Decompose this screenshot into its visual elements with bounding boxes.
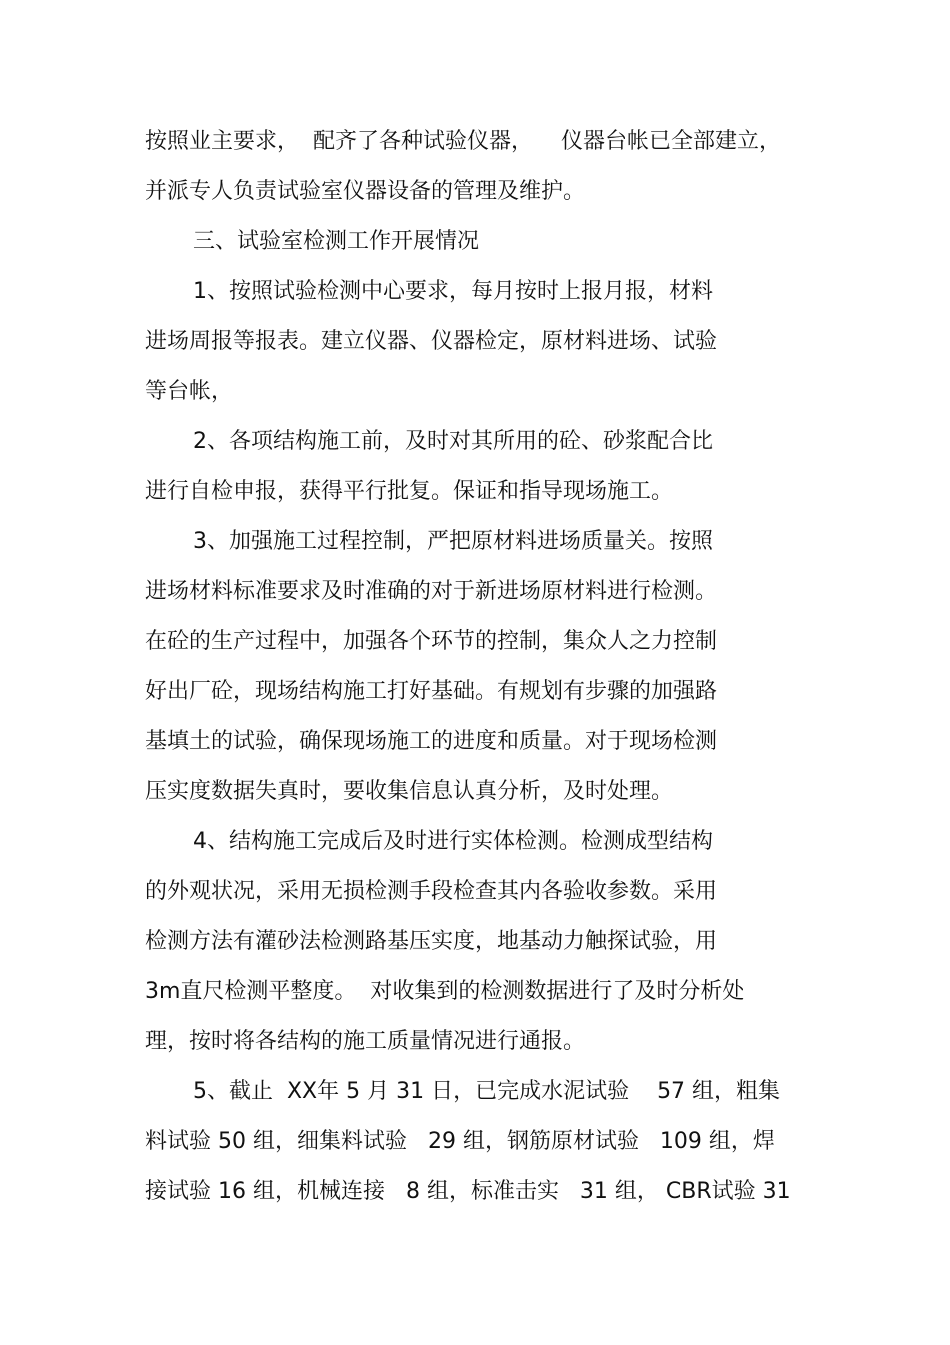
text-line: 检测方法有灌砂法检测路基压实度，地基动力触探试验，用 (145, 929, 718, 954)
section-heading: 三、试验室检测工作开展情况 (193, 229, 480, 254)
text-line: 1、按照试验检测中心要求，每月按时上报月报，材料 (193, 279, 713, 304)
text-line: 进场材料标准要求及时准确的对于新进场原材料进行检测。 (145, 579, 718, 604)
text-line: 进场周报等报表。建立仪器、仪器检定，原材料进场、试验 (145, 329, 718, 354)
text-line: 2、各项结构施工前，及时对其所用的砼、砂浆配合比 (193, 429, 713, 454)
text-line: 的外观状况，采用无损检测手段检查其内各验收参数。采用 (145, 879, 718, 904)
text-line: 压实度数据失真时，要收集信息认真分析，及时处理。 (145, 779, 674, 804)
text-line: 接试验 16 组，机械连接 8 组，标准击实 31 组， CBR试验 31 (145, 1179, 791, 1204)
text-line: 在砼的生产过程中，加强各个环节的控制，集众人之力控制 (145, 629, 718, 654)
text-line: 按照业主要求， 配齐了各种试验仪器， 仪器台帐已全部建立， (145, 129, 781, 154)
text-line: 好出厂砼，现场结构施工打好基础。有规划有步骤的加强路 (145, 679, 718, 704)
text-line: 料试验 50 组，细集料试验 29 组，钢筋原材试验 109 组，焊 (145, 1129, 775, 1154)
text-line: 进行自检申报，获得平行批复。保证和指导现场施工。 (145, 479, 674, 504)
text-line: 3、加强施工过程控制，严把原材料进场质量关。按照 (193, 529, 713, 554)
text-line: 并派专人负责试验室仪器设备的管理及维护。 (145, 179, 586, 204)
text-line: 等台帐， (145, 379, 234, 404)
text-line: 基填土的试验，确保现场施工的进度和质量。对于现场检测 (145, 729, 718, 754)
text-line: 5、截止 XX年 5 月 31 日，已完成水泥试验 57 组，粗集 (193, 1079, 781, 1104)
text-line: 3m直尺检测平整度。 对收集到的检测数据进行了及时分析处 (145, 979, 745, 1004)
text-line: 4、结构施工完成后及时进行实体检测。检测成型结构 (193, 829, 713, 854)
text-line: 理，按时将各结构的施工质量情况进行通报。 (145, 1029, 586, 1054)
